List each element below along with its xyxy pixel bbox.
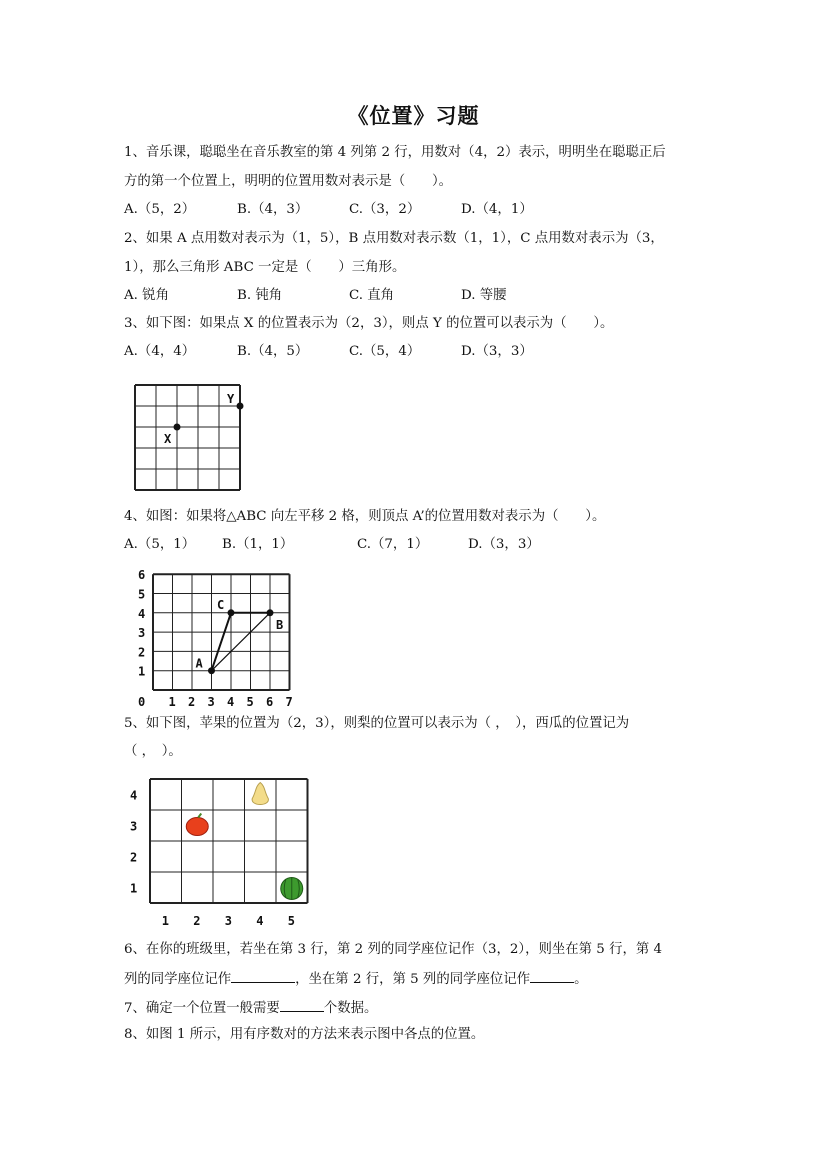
vertex-label-b: B (276, 617, 284, 632)
q7-text-a: 7、确定一个位置一般需要 (124, 1001, 280, 1016)
q4-line-1: 4、如图：如果将△ABC 向左平移 2 格，则顶点 A’的位置用数对表示为（ ）。 (124, 509, 606, 524)
x-tick-label: 0 (138, 695, 146, 707)
y-tick-label: 3 (130, 819, 138, 834)
y-tick-label: 6 (138, 568, 146, 583)
point-x (174, 424, 181, 431)
vertex-b (267, 609, 274, 616)
y-tick-label: 2 (138, 645, 146, 660)
vertex-label-a: A (195, 656, 203, 671)
point-label-x: X (164, 432, 172, 446)
point-label-y: Y (227, 392, 235, 406)
q3-option-c: C.（5，4） (349, 344, 421, 359)
q6-text-c: 。 (574, 972, 588, 987)
vertex-label-c: C (217, 597, 225, 612)
x-tick-label: 2 (188, 695, 196, 707)
page-title: 《位置》习题 (347, 103, 480, 128)
q3-option-a: A.（4，4） (124, 344, 196, 359)
x-tick-label: 5 (246, 695, 254, 707)
q1-option-c: C.（3，2） (349, 202, 421, 217)
q7-answer-blank[interactable] (280, 997, 324, 1012)
apple-stem (198, 814, 201, 818)
q4-option-c: C.（7，1） (357, 537, 429, 552)
vertex-a (208, 667, 215, 674)
q4-option-d: D.（3，3） (468, 537, 540, 552)
q8-line: 8、如图 1 所示，用有序数对的方法来表示图中各点的位置。 (124, 1027, 485, 1042)
x-tick-label: 6 (266, 695, 274, 707)
q6-answer-blank-1[interactable] (231, 968, 295, 983)
q4-option-b: B.（1，1） (222, 537, 294, 552)
apple-icon (186, 818, 208, 836)
q1-line-1: 1、音乐课，聪聪坐在音乐教室的第 4 列第 2 行，用数对（4，2）表示，明明坐在聪聪正后 (124, 145, 666, 160)
point-y (237, 403, 244, 410)
x-tick-label: 4 (227, 695, 235, 707)
q5-line-1: 5、如下图，苹果的位置为（2，3），则梨的位置可以表示为（ ， ），西瓜的位置记为 (124, 716, 630, 731)
q5-line-2: （ ， ）。 (124, 744, 182, 759)
q1-option-d: D.（4，1） (461, 202, 533, 217)
q6-text-a: 列的同学座位记作 (124, 972, 232, 987)
q2-option-d: D. 等腰 (461, 288, 507, 303)
q6-text-b: ，坐在第 2 行，第 5 列的同学座位记作 (295, 972, 531, 987)
y-tick-label: 1 (130, 881, 138, 896)
q1-option-a: A.（5，2） (124, 202, 196, 217)
q2-line-2: 1），那么三角形 ABC 一定是（ ）三角形。 (124, 260, 406, 275)
q2-option-c: C. 直角 (349, 288, 395, 303)
q4-option-a: A.（5，1） (124, 537, 196, 552)
q1-line-2: 方的第一个位置上，明明的位置用数对表示是（ ）。 (124, 174, 453, 189)
pear-icon (252, 783, 268, 805)
y-tick-label: 5 (138, 587, 146, 602)
q7-line (124, 997, 704, 1019)
q2-option-a: A. 锐角 (124, 288, 169, 303)
q6-line-2 (124, 968, 704, 990)
y-tick-label: 2 (130, 850, 138, 865)
q7-text-b: 个数据。 (323, 1001, 378, 1016)
q3-option-b: B.（4，5） (237, 344, 309, 359)
q6-line-1: 6、在你的班级里，若坐在第 3 行，第 2 列的同学座位记作（3，2），则坐在第 5 行，第 4 (124, 942, 663, 957)
triangle-side-ac (212, 613, 232, 671)
q3-grid-figure (125, 378, 255, 493)
x-tick-label: 3 (207, 695, 215, 707)
vertex-c (228, 609, 235, 616)
q2-option-b: B. 钝角 (237, 288, 283, 303)
q5-fruit-grid-figure (120, 770, 320, 930)
q3-option-d: D.（3，3） (461, 344, 533, 359)
y-tick-label: 4 (130, 788, 138, 803)
x-tick-label: 2 (193, 914, 201, 928)
q4-triangle-figure (125, 562, 310, 707)
y-tick-label: 4 (138, 606, 146, 621)
q1-option-b: B.（4，3） (237, 202, 309, 217)
x-tick-label: 5 (287, 914, 295, 928)
x-tick-label: 1 (168, 695, 176, 707)
q6-answer-blank-2[interactable] (530, 968, 574, 983)
x-tick-label: 4 (256, 914, 264, 928)
q2-line-1: 2、如果 A 点用数对表示为（1，5），B 点用数对表示数（1，1），C 点用数对表示为（3， (124, 231, 664, 246)
y-tick-label: 3 (138, 626, 146, 641)
x-tick-label: 7 (285, 695, 293, 707)
x-tick-label: 1 (161, 914, 169, 928)
y-tick-label: 1 (138, 664, 146, 679)
q3-line-1: 3、如下图：如果点 X 的位置表示为（2，3），则点 Y 的位置可以表示为（ ）。 (124, 316, 614, 331)
x-tick-label: 3 (224, 914, 232, 928)
